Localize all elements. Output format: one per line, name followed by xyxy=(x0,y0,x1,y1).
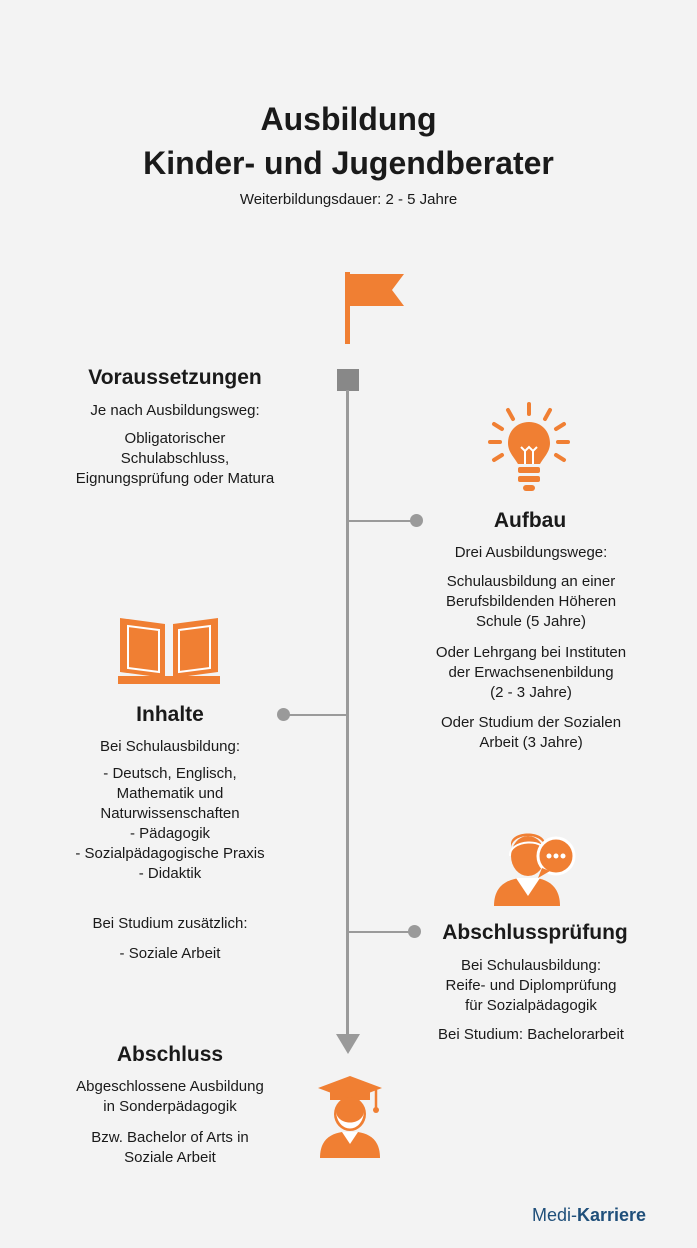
graduate-icon xyxy=(316,1074,384,1160)
branch-aufbau xyxy=(347,520,415,522)
flag-icon xyxy=(340,270,410,346)
page-subtitle: Weiterbildungsdauer: 2 - 5 Jahre xyxy=(239,191,458,208)
inhalte-list: - Deutsch, Englisch, Mathematik und Naturwissenschaften - Pädagogik - Sozialpädagogische Praxis - Didaktik xyxy=(75,765,265,882)
section-title-inhalte: Inhalte xyxy=(136,703,204,726)
voraussetzungen-text: Obligatorischer Schulabschluss, Eignungsprüfung oder Matura xyxy=(75,430,275,487)
brand-part1: Medi- xyxy=(532,1205,578,1225)
brand-logo[interactable] xyxy=(532,1205,646,1226)
brand-part2: Karriere xyxy=(577,1205,647,1225)
abschluss-text2: Bzw. Bachelor of Arts in Soziale Arbeit xyxy=(91,1129,249,1166)
section-title-abschluss: Abschluss xyxy=(116,1043,224,1066)
section-title-aufbau: Aufbau xyxy=(493,509,567,532)
abschlusspruefung-study: Bei Studium: Bachelorarbeit xyxy=(438,1026,624,1043)
inhalte-intro: Bei Schulausbildung: xyxy=(99,738,241,755)
abschluss-text1: Abgeschlossene Ausbildung in Sonderpädagogik xyxy=(76,1078,264,1115)
lightbulb-icon xyxy=(488,402,570,494)
abschlusspruefung-text: Bei Schulausbildung: Reife- und Diplomprüfung für Sozialpädagogik xyxy=(445,957,617,1014)
voraussetzungen-intro: Je nach Ausbildungsweg: xyxy=(90,402,260,419)
branch-abschlusspruefung xyxy=(347,931,413,933)
inhalte-study-intro: Bei Studium zusätzlich: xyxy=(92,915,248,932)
branch-inhalte xyxy=(285,714,347,716)
aufbau-option3: Oder Studium der Sozialen Arbeit (3 Jahre) xyxy=(440,714,622,751)
section-title-voraussetzungen: Voraussetzungen xyxy=(88,366,262,389)
book-icon xyxy=(116,614,222,688)
consultant-icon xyxy=(490,826,580,908)
page-title-line1: Ausbildung xyxy=(260,101,437,137)
timeline-start-square xyxy=(337,369,359,391)
timeline-arrow-icon xyxy=(336,1034,360,1056)
page-title-line2: Kinder- und Jugendberater xyxy=(143,145,554,181)
aufbau-intro: Drei Ausbildungswege: xyxy=(454,544,608,561)
inhalte-study-line: - Soziale Arbeit xyxy=(119,945,221,962)
aufbau-option1: Schulausbildung an einer Berufsbildenden Höheren Schule (5 Jahre) xyxy=(445,573,617,630)
aufbau-option2: Oder Lehrgang bei Instituten der Erwachsenenbildung (2 - 3 Jahre) xyxy=(435,644,627,701)
section-title-abschlusspruefung: Abschlussprüfung xyxy=(442,921,628,944)
